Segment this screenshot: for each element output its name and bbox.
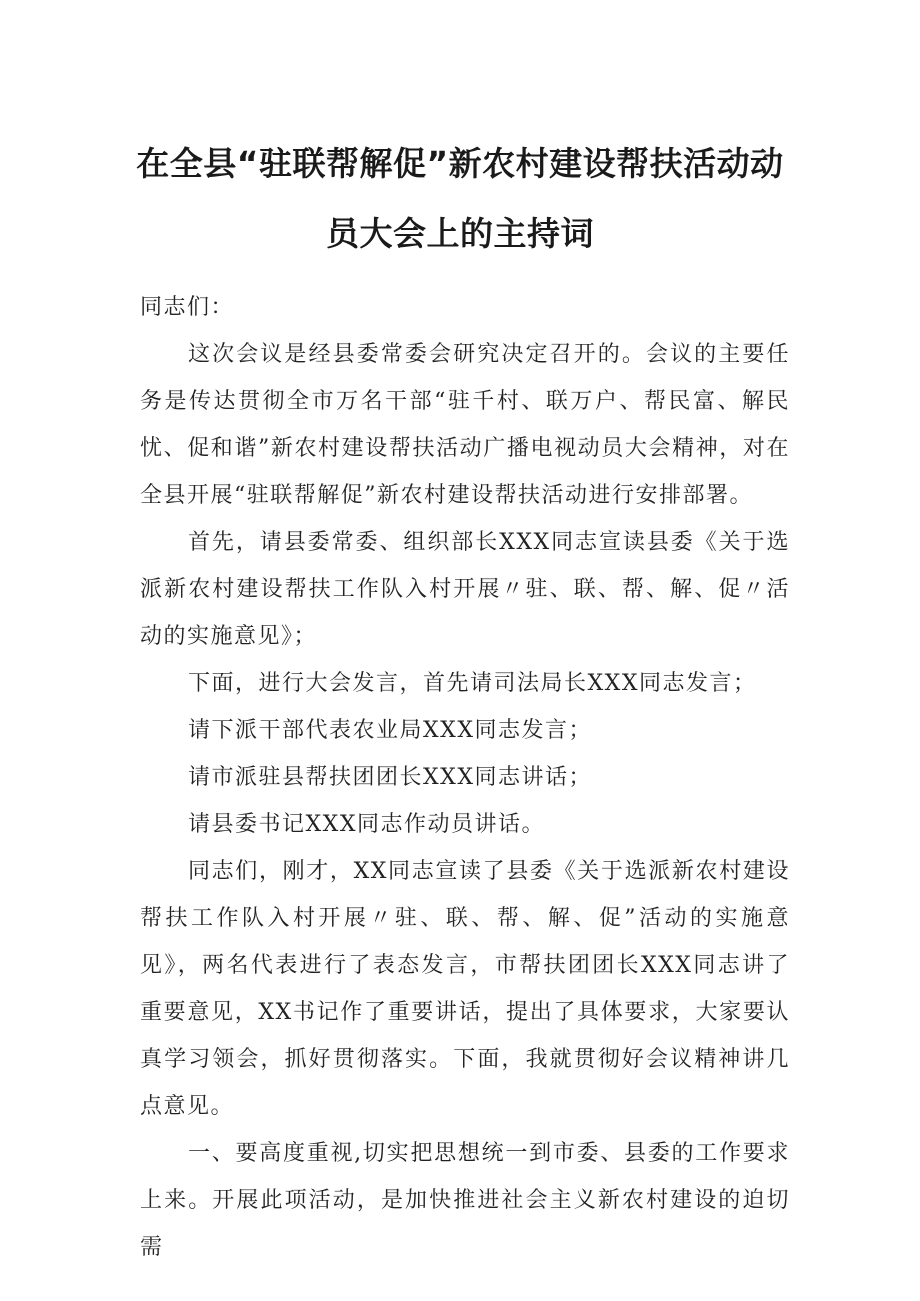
document-title-line-2: 员大会上的主持词 [326,214,594,253]
paragraph-reading-opinion: 首先，请县委常委、组织部长XXX同志宣读县委《关于选派新农村建设帮扶工作队入村开展〃驻、联、帮、解、促〃活动的实施意见》； [140,530,790,649]
paragraph-speech-city-team-leader: 请市派驻县帮扶团团长XXX同志讲话； [188,765,592,790]
paragraph-summary: 同志们，刚才，XX同志宣读了县委《关于选派新农村建设帮扶工作队入村开展〃驻、联、帮、解、促”活动的实施意见》，两名代表进行了表态发言，市帮扶团团长XXX同志讲了重要意见，XX书记作了重要讲话，提出了具体要求，大家要认真学习领会，抓好贯彻落实。下面，我就贯彻好会议精神讲几点意见。 [140,859,790,1119]
salutation: 同志们： [140,295,235,320]
document-title-line-1: 在全县“驻联帮解促”新农村建设帮扶活动动 [136,144,784,183]
paragraph-speech-agriculture-bureau: 请下派干部代表农业局XXX同志发言； [188,718,592,743]
paragraph-speech-justice-bureau: 下面，进行大会发言，首先请司法局长XXX同志发言； [188,671,757,696]
document-body [140,284,790,1271]
paragraph-point-one: 一、要高度重视,切实把思想统一到市委、县委的工作要求上来。开展此项活动，是加快推进社会主义新农村建设的迫切需 [140,1141,790,1260]
paragraph-meeting-purpose: 这次会议是经县委常委会研究决定召开的。会议的主要任务是传达贯彻全市万名干部“驻千村、联万户、帮民富、解民忧、促和谐”新农村建设帮扶活动广播电视动员大会精神，对在全县开展“驻联帮解促”新农村建设帮扶活动进行安排部署。 [140,342,790,508]
paragraph-speech-county-secretary: 请县委书记XXX同志作动员讲话。 [188,812,545,837]
